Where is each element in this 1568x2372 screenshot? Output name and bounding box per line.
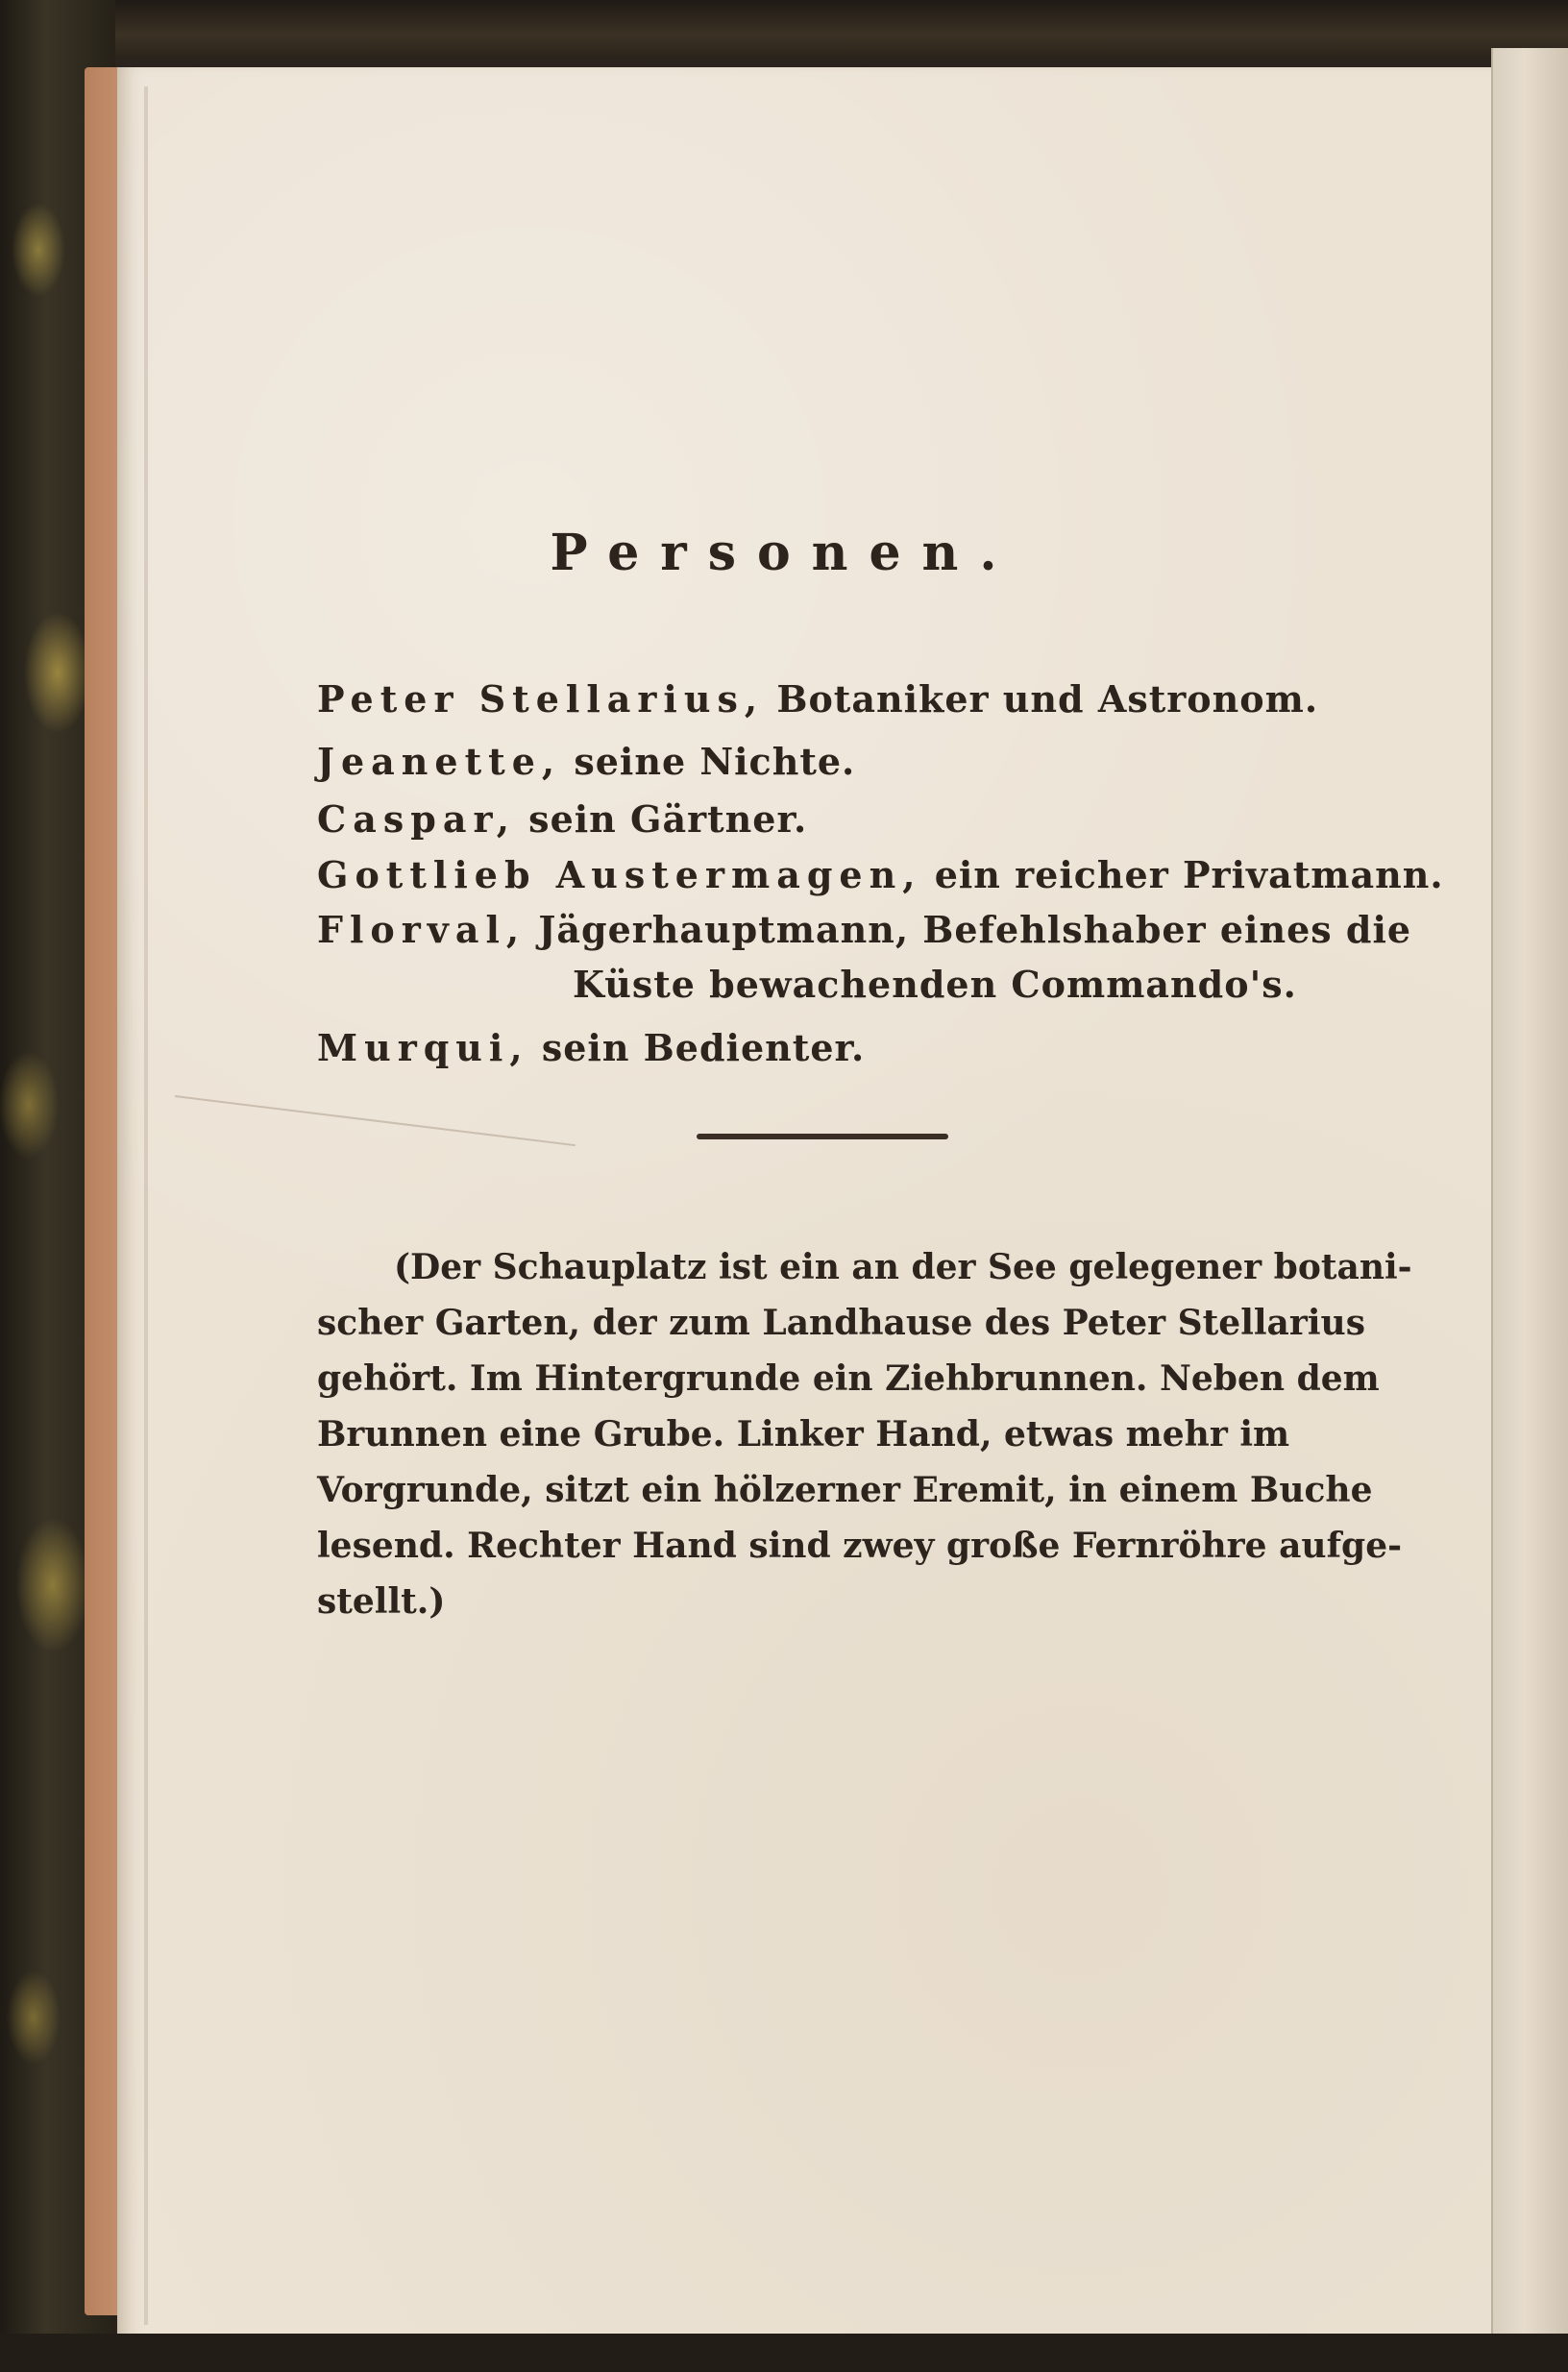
cast-role: Jägerhauptmann, Befehlshaber eines die [538,908,1412,951]
page [117,67,1491,2344]
cast-name: Florval, [317,908,527,951]
book-cover-bottom [0,2334,1568,2372]
cast-name: Murqui, [317,1026,529,1069]
cast-entry [317,677,1318,721]
stage-direction-line: Brunnen eine Grube. Linker Hand, etwas mehr im [317,1414,1290,1455]
cast-name: Jeanette, [317,740,562,783]
stage-direction [317,1239,1412,1629]
stage-direction-line: gehört. Im Hintergrunde ein Ziehbrunnen. Neben dem [317,1358,1380,1399]
book-cover-top [0,0,1568,58]
stage-direction-line: Vorgrunde, sitzt ein hölzerner Eremit, in einem Buche [317,1470,1373,1510]
cast-role: sein Bedienter. [541,1026,866,1069]
page-fold [144,86,148,2325]
cast-entry [317,1026,865,1069]
page-heading: Personen. [550,524,1018,582]
cast-name: Caspar, [317,797,516,841]
cast-entry-continued [573,963,1297,1006]
cast-entry [317,797,807,841]
cast-role: ein reicher Privatmann. [934,853,1444,896]
cast-name: Peter Stellarius, [317,677,765,721]
cast-role: Küste bewachenden Commando's. [573,963,1297,1006]
cast-entry [317,908,1411,951]
cast-role: Botaniker und Astronom. [776,677,1319,721]
stage-direction-line: stellt.) [317,1581,446,1622]
facing-page-edge [1491,48,1568,2335]
cast-role: sein Gärtner. [528,797,808,841]
stage-direction-line: (Der Schauplatz ist ein an der See gelegener botani- [394,1247,1412,1287]
cast-entry [317,740,855,783]
cast-entry [317,853,1444,896]
section-divider-rule [697,1134,948,1139]
cast-name: Gottlieb Austermagen, [317,853,922,896]
stage-direction-line: scher Garten, der zum Landhause des Peter Stellarius [317,1303,1365,1343]
cast-role: seine Nichte. [574,740,856,783]
stage-direction-line: lesend. Rechter Hand sind zwey große Fernröhre aufge- [317,1526,1403,1566]
